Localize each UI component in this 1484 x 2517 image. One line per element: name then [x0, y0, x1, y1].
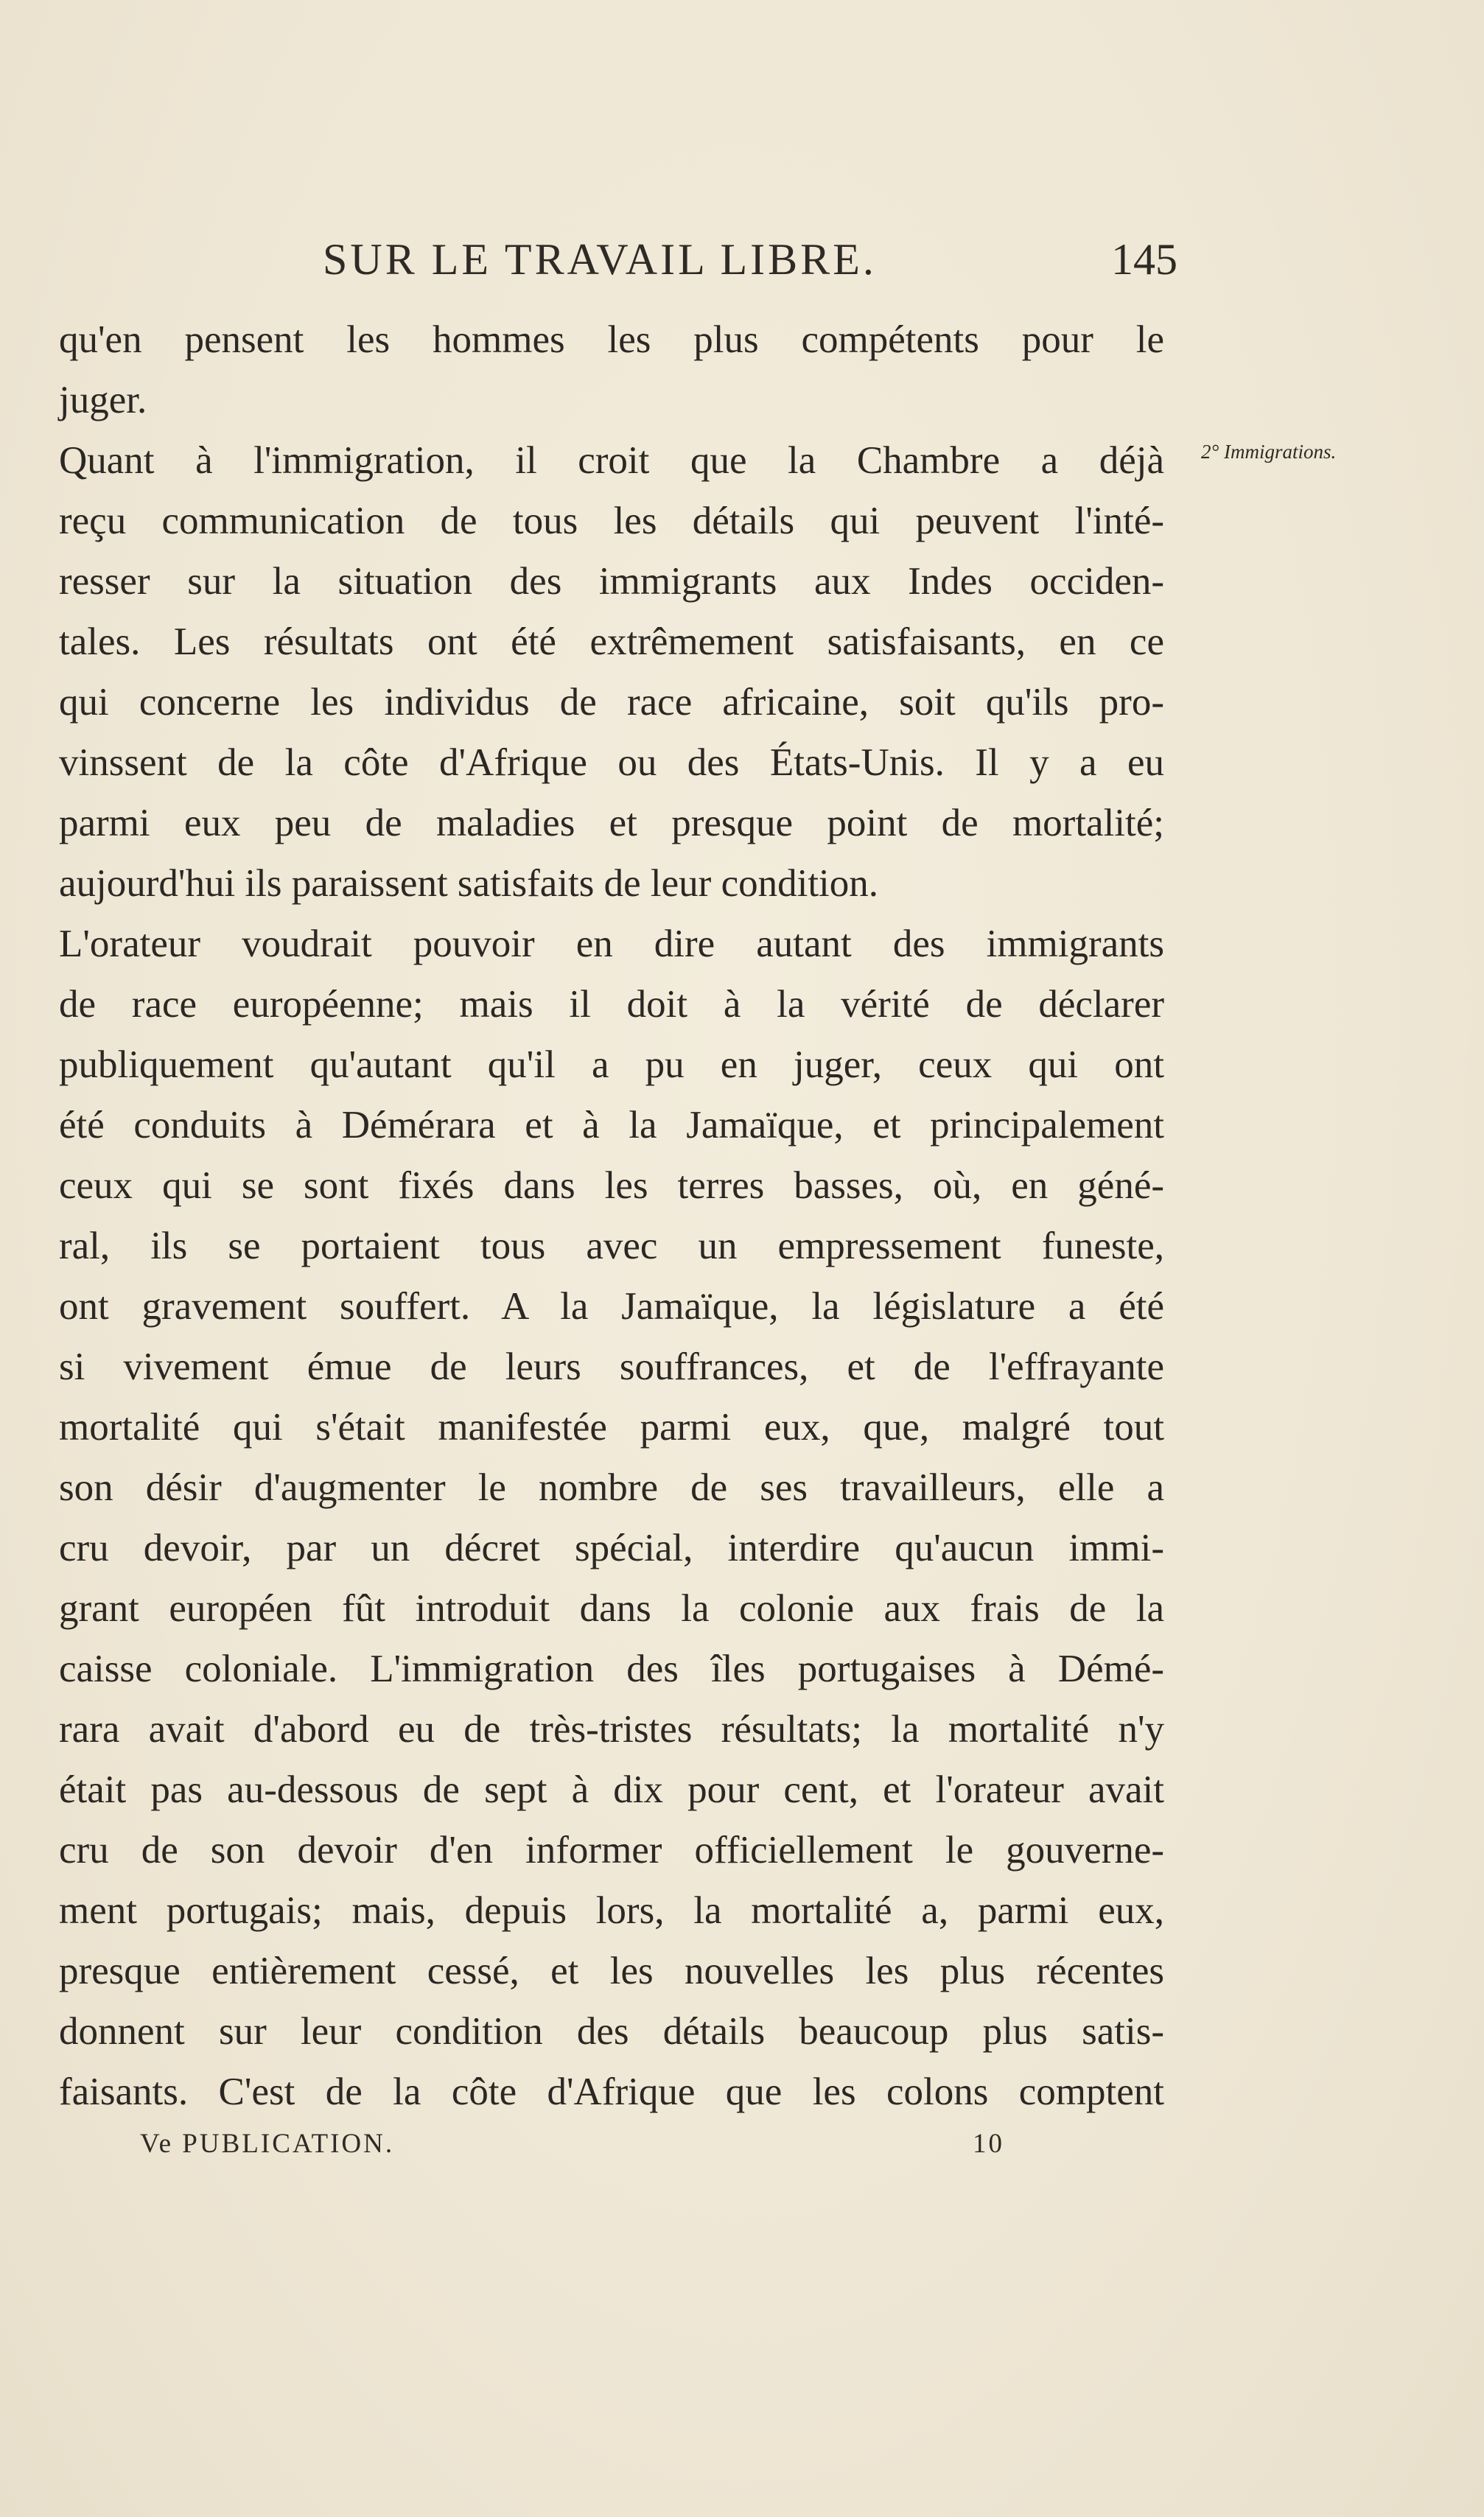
text-line: tales. Les résultats ont été extrêmement satisfaisants, en ce: [59, 620, 1164, 663]
body-text: [59, 309, 1164, 2122]
page-footer: [140, 2128, 1024, 2172]
text-line: qu'en pensent les hommes les plus compétents pour le: [59, 318, 1164, 361]
text-line: L'orateur voudrait pouvoir en dire autant des immigrants: [59, 923, 1164, 965]
text-line: qui concerne les individus de race africaine, soit qu'ils pro-: [59, 681, 1164, 724]
text-line: parmi eux peu de maladies et presque point de mortalité;: [59, 802, 1164, 844]
text-line: cru devoir, par un décret spécial, interdire qu'aucun immi-: [59, 1527, 1164, 1569]
text-line: de race européenne; mais il doit à la vérité de déclarer: [59, 983, 1164, 1026]
text-line: publiquement qu'autant qu'il a pu en juger, ceux qui ont: [59, 1043, 1164, 1086]
text-line: grant européen fût introduit dans la colonie aux frais de la: [59, 1587, 1164, 1630]
text-line: presque entièrement cessé, et les nouvelles les plus récentes: [59, 1950, 1164, 1992]
text-line: rara avait d'abord eu de très-tristes résultats; la mortalité n'y: [59, 1708, 1164, 1751]
text-line: ral, ils se portaient tous avec un empressement funeste,: [59, 1225, 1164, 1267]
text-line: aujourd'hui ils paraissent satisfaits de leur condition.: [59, 862, 879, 905]
signature-mark: Ve PUBLICATION.: [140, 2129, 395, 2159]
page-header: [323, 234, 1177, 293]
sheet-number: 10: [973, 2129, 1004, 2159]
text-line: si vivement émue de leurs souffrances, et de l'effrayante: [59, 1345, 1164, 1388]
text-line: était pas au-dessous de sept à dix pour cent, et l'orateur avait: [59, 1768, 1164, 1811]
text-line: donnent sur leur condition des détails beaucoup plus satis-: [59, 2010, 1164, 2053]
text-line: son désir d'augmenter le nombre de ses travailleurs, elle a: [59, 1466, 1164, 1509]
text-line: resser sur la situation des immigrants aux Indes occiden-: [59, 560, 1164, 603]
text-line: ont gravement souffert. A la Jamaïque, la législature a été: [59, 1285, 1164, 1328]
text-line: mortalité qui s'était manifestée parmi eux, que, malgré tout: [59, 1406, 1164, 1449]
text-line: été conduits à Démérara et à la Jamaïque, et principalement: [59, 1104, 1164, 1147]
text-line: cru de son devoir d'en informer officiellement le gouverne-: [59, 1829, 1164, 1872]
running-title: SUR LE TRAVAIL LIBRE.: [323, 235, 877, 284]
text-line: caisse coloniale. L'immigration des îles portugaises à Démé-: [59, 1648, 1164, 1690]
page-number: 145: [1111, 235, 1177, 284]
text-line: ment portugais; mais, depuis lors, la mortalité a, parmi eux,: [59, 1889, 1164, 1932]
text-line: reçu communication de tous les détails qui peuvent l'inté-: [59, 500, 1164, 542]
text-line: faisants. C'est de la côte d'Afrique que les colons comptent: [59, 2070, 1164, 2113]
text-line: ceux qui se sont fixés dans les terres basses, où, en géné-: [59, 1164, 1164, 1207]
text-line: vinssent de la côte d'Afrique ou des États-Unis. Il y a eu: [59, 741, 1164, 784]
margin-note: 2° Immigrations.: [1201, 441, 1337, 463]
text-line: Quant à l'immigration, il croit que la Chambre a déjà: [59, 439, 1164, 482]
text-line: juger.: [59, 379, 147, 421]
